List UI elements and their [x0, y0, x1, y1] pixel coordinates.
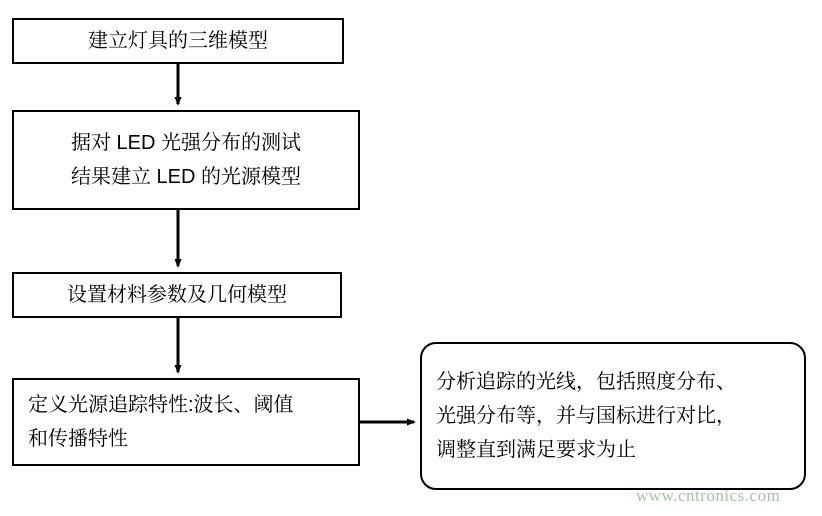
node-text-line: 建立灯具的三维模型 [88, 30, 268, 52]
node-text-line: 光强分布等，并与国标进行对比， [436, 405, 736, 427]
process-node-led-source-model [12, 110, 360, 210]
node-text-line: 定义光源追踪特性:波长、阈值 [28, 394, 294, 416]
process-node-build-3d-model [12, 18, 344, 64]
node-text-line: 设置材料参数及几何模型 [67, 284, 287, 306]
process-node-ray-trace-properties [12, 378, 360, 466]
process-node-analyze-rays [420, 342, 806, 490]
node-text-line: 据对 LED 光强分布的测试 [70, 132, 302, 154]
node-text-line: 和传播特性 [28, 428, 128, 450]
watermark-text: www.cntronics.com [636, 486, 781, 505]
node-text-line: 调整直到满足要求为止 [436, 439, 636, 461]
node-text-line: 分析追踪的光线，包括照度分布、 [436, 371, 736, 393]
node-text-line: 结果建立 LED 的光源模型 [70, 166, 302, 188]
process-node-material-params [12, 272, 342, 318]
